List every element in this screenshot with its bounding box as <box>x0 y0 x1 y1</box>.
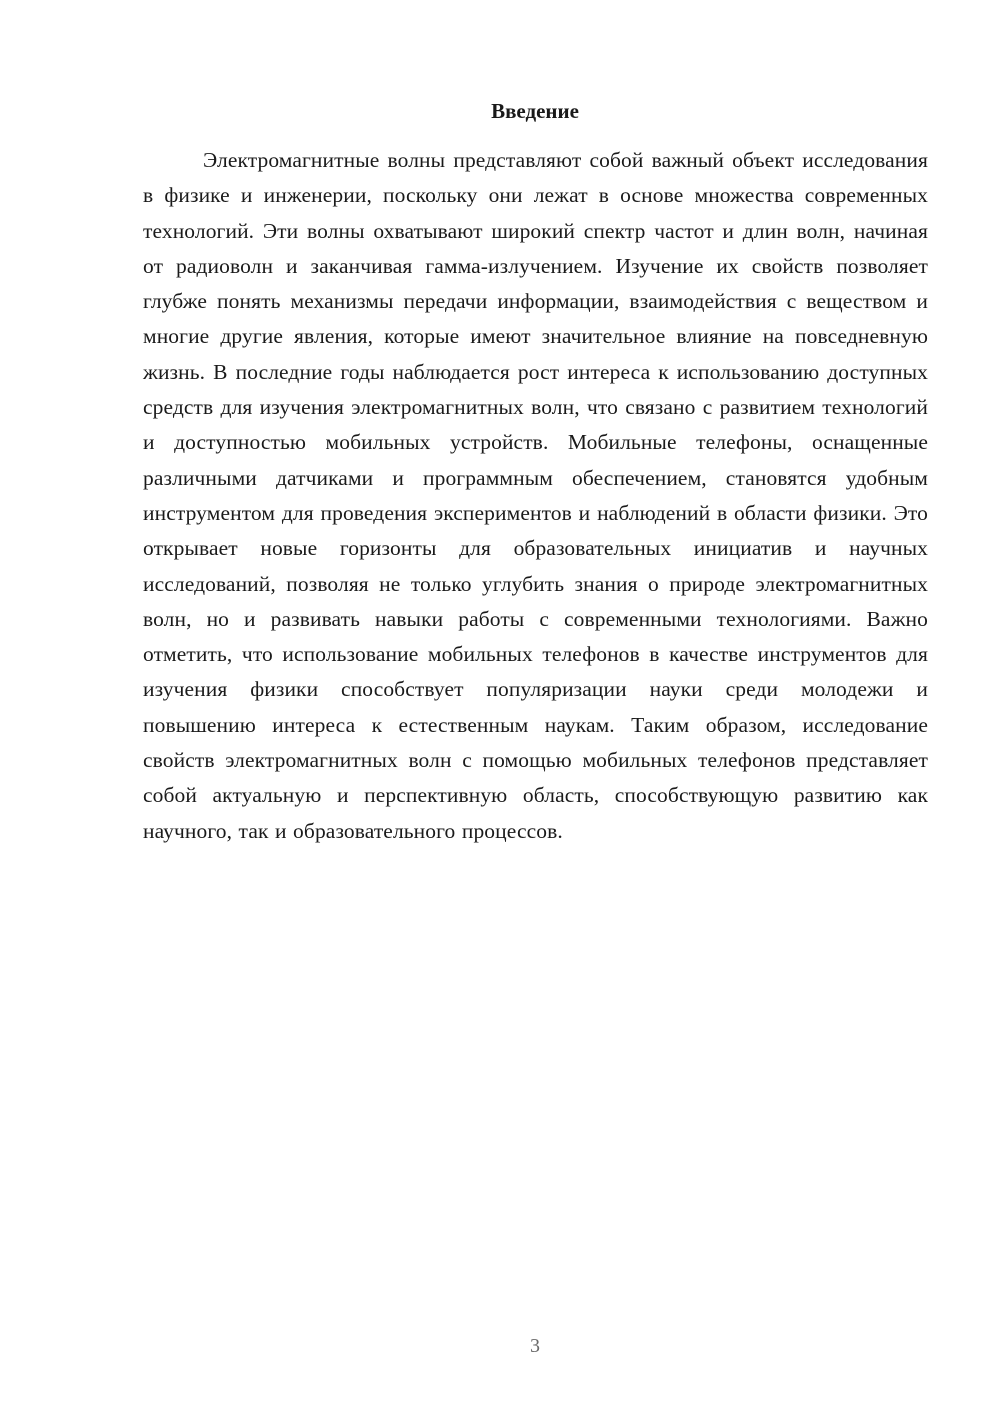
body-paragraph: Электромагнитные волны представляют собой важный объект исследования в физике и инженерии, поскольку они лежат в основе множества современных технологий. Эти волны охватывают широкий спектр частот и длин волн, начиная от радиоволн и заканчивая гамма-излучением. Изучение их свойств позволяет глубже понять механизмы передачи информации, взаимодействия с веществом и многие другие явления, которые имеют значительное влияние на повседневную жизнь. В последние годы наблюдается рост интереса к использованию доступных средств для изучения электромагнитных волн, что связано с развитием технологий и доступностью мобильных устройств. Мобильные телефоны, оснащенные различными датчиками и программным обеспечением, становятся удобным инструментом для проведения экспериментов и наблюдений в области физики. Это открывает новые горизонты для образовательных инициатив и научных исследований, позволяя не только углубить знания о природе электромагнитных волн, но и развивать навыки работы с современными технологиями. Важно отметить, что использование мобильных телефонов в качестве инструментов для изучения физики способствует популяризации науки среди молодежи и повышению интереса к естественным наукам. Таким образом, исследование свойств электромагнитных волн с помощью мобильных телефонов представляет собой актуальную и перспективную область, способствующую развитию как научного, так и образовательного процессов. <box>143 148 928 843</box>
page-number: 3 <box>530 1335 540 1357</box>
section-heading: Введение <box>491 99 579 123</box>
